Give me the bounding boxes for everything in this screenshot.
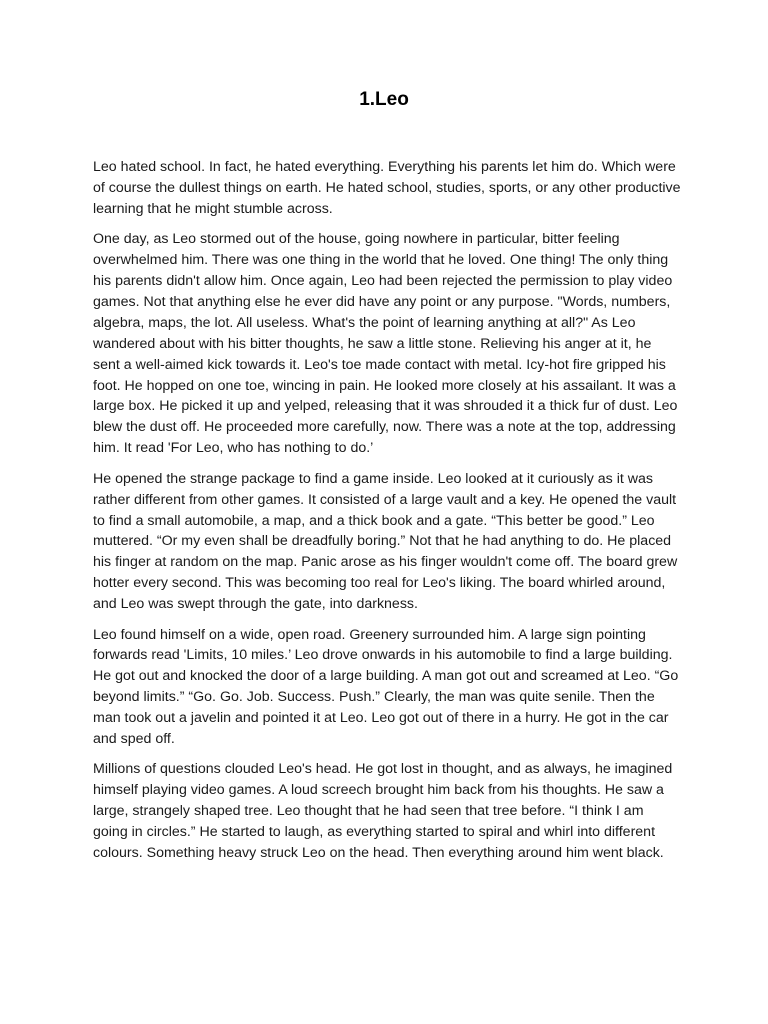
paragraph-5: Millions of questions clouded Leo's head. He got lost in thought, and as always, he imagined himself playing video games. A loud screech brought him back from his thoughts. He saw a large, strangely shaped tree. Leo thought that he had seen that tree before. “I think I am going in circles.” He started to laugh, as everything started to spiral and whirl into different colours. Something heavy struck Leo on the head. Then everything around him went black.	[93, 761, 673, 862]
paragraph-4: Leo found himself on a wide, open road. Greenery surrounded him. A large sign pointing forwards read 'Limits, 10 miles.’ Leo drove onwards in his automobile to find a large building. He got out and knocked the door of a large building. A man got out and screamed at Leo. “Go beyond limits.” “Go. Go. Job. Success. Push.” Clearly, the man was quite senile. Then the man took out a javelin and pointed it at Leo. Leo got out of there in a hurry. He got in the car and sped off.	[93, 626, 679, 748]
chapter-title: 1.Leo	[359, 89, 409, 110]
paragraph-1: Leo hated school. In fact, he hated everything. Everything his parents let him do. Which were of course the dullest things on earth. He hated school, studies, sports, or any other productive learning that he might stumble across.	[93, 159, 681, 217]
chapter-body	[93, 157, 681, 874]
paragraph-3: He opened the strange package to find a game inside. Leo looked at it curiously as it was rather different from other games. It consisted of a large vault and a key. He opened the vault to find a small automobile, a map, and a thick book and a gate. “This better be good.” Leo muttered. “Or my even shall be dreadfully boring.” Not that he had anything to do. He placed his finger at random on the map. Panic arose as his finger wouldn't come off. The board grew hotter every second. This was becoming too real for Leo's liking. The board whirled around, and Leo was swept through the gate, into darkness.	[93, 470, 678, 613]
paragraph-2: One day, as Leo stormed out of the house, going nowhere in particular, bitter feeling overwhelmed him. There was one thing in the world that he loved. One thing! The only thing his parents didn't allow him. Once again, Leo had been rejected the permission to play video games. Not that anything else he ever did have any point or any purpose. "Words, numbers, algebra, maps, the lot. All useless. What's the point of learning anything at all?" As Leo wandered about with his bitter thoughts, he saw a little stone. Relieving his anger at it, he sent a well-aimed kick towards it. Leo's toe made contact with metal. Icy-hot fire gripped his foot. He hopped on one toe, wincing in pain. He looked more closely at his assailant. It was a large box. He picked it up and yelped, releasing that it was shrouded it a thick fur of dust. Leo blew the dust off. He proceeded more carefully, now. There was a note at the top, addressing him. It read 'For Leo, who has nothing to do.’	[93, 231, 678, 457]
